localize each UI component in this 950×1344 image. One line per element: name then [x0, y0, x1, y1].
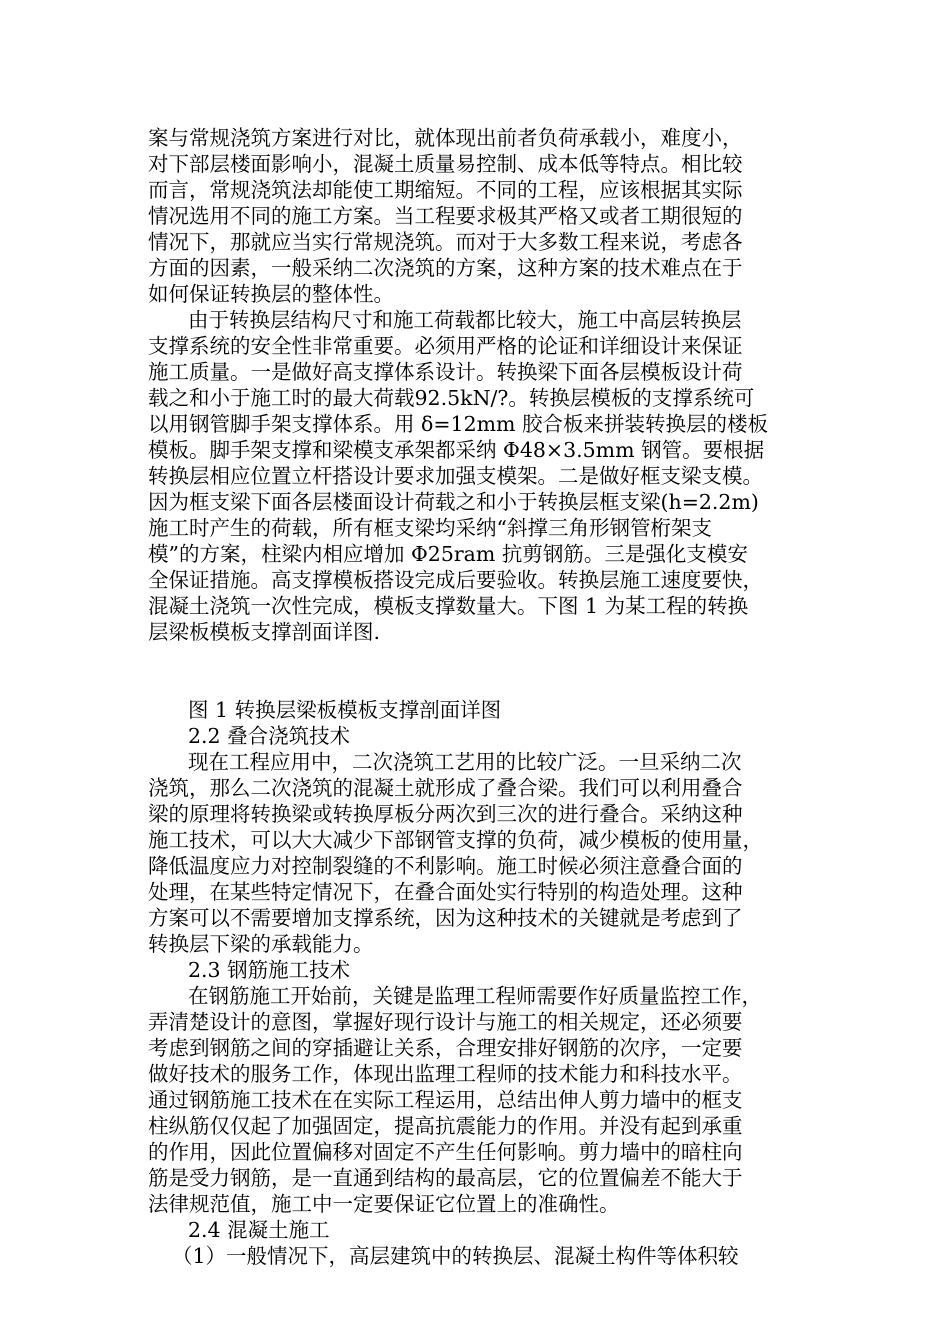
text-line: 对下部层楼面影响小，混凝土质量易控制、成本低等特点。相比较	[148, 152, 743, 176]
paragraph-first-line: 现在工程应用中，二次浇筑工艺用的比较广泛。一旦采纳二次	[188, 750, 742, 774]
paragraph-first-line: 由于转换层结构尺寸和施工荷载都比较大，施工中高层转换层	[188, 308, 742, 332]
text-line: 施工技术，可以大大减少下部钢管支撑的负荷，减少模板的使用量，	[148, 828, 763, 852]
text-line: 处理，在某些特定情况下，在叠合面处实行特别的构造处理。这种	[148, 880, 743, 904]
text-line: 层梁板模板支撑剖面详图.	[148, 620, 381, 644]
text-line: 通过钢筋施工技术在在实际工程运用，总结出伸人剪力墙中的框支	[148, 1088, 743, 1112]
text-line: 载之和小于施工时的最大荷载92.5kN/?。转换层模板的支撑系统可	[148, 386, 755, 410]
text-line: 如何保证转换层的整体性。	[148, 282, 394, 306]
text-line: 混凝土浇筑一次性完成，模板支撑数量大。下图 1 为某工程的转换	[148, 594, 749, 618]
text-line: 支撑系统的安全性非常重要。必须用严格的论证和详细设计来保证	[148, 334, 743, 358]
text-line: 情况选用不同的施工方案。当工程要求极其严格又或者工期很短的	[148, 204, 743, 228]
text-line: 弄清楚设计的意图，掌握好现行设计与施工的相关规定，还必须要	[148, 1010, 743, 1034]
text-line: 案与常规浇筑方案进行对比，就体现出前者负荷承载小，难度小，	[148, 126, 743, 150]
text-line: 降低温度应力对控制裂缝的不利影响。施工时候必须注意叠合面的	[148, 854, 743, 878]
paragraph-first-line: （1）一般情况下，高层建筑中的转换层、混凝土构件等体积较	[172, 1244, 739, 1268]
text-line: 模”的方案，柱梁内相应增加 Φ25ram 抗剪钢筋。三是强化支模安	[148, 542, 748, 566]
text-line: 柱纵筋仅仅起了加强固定，提高抗震能力的作用。并没有起到承重	[148, 1114, 743, 1138]
section-heading: 2.2 叠合浇筑技术	[188, 724, 351, 748]
text-line: 施工质量。一是做好高支撑体系设计。转换梁下面各层模板设计荷	[148, 360, 743, 384]
paragraph-first-line: 在钢筋施工开始前，关键是监理工程师需要作好质量监控工作，	[188, 984, 762, 1008]
text-line: 转换层相应位置立杆搭设计要求加强支模架。二是做好框支梁支模。	[148, 464, 763, 488]
text-line: 浇筑，那么二次浇筑的混凝土就形成了叠合梁。我们可以利用叠合	[148, 776, 743, 800]
text-line: 因为框支梁下面各层楼面设计荷载之和小于转换层框支梁(h=2.2m)	[148, 490, 759, 514]
text-line: 的作用，因此位置偏移对固定不产生任何影响。剪力墙中的暗柱向	[148, 1140, 743, 1164]
text-line: 施工时产生的荷载，所有框支梁均采纳“斜撑三角形钢管桁架支	[148, 516, 712, 540]
text-line: 方案可以不需要增加支撑系统，因为这种技术的关键就是考虑到了	[148, 906, 743, 930]
text-line: 转换层下梁的承载能力。	[148, 932, 374, 956]
text-line: 考虑到钢筋之间的穿插避让关系，合理安排好钢筋的次序，一定要	[148, 1036, 743, 1060]
text-line: 筋是受力钢筋，是一直通到结构的最高层，它的位置偏差不能大于	[148, 1166, 743, 1190]
figure-caption: 图 1 转换层梁板模板支撑剖面详图	[188, 698, 502, 722]
section-heading: 2.4 混凝土施工	[188, 1218, 330, 1242]
text-line: 全保证措施。高支撑模板搭设完成后要验收。转换层施工速度要快，	[148, 568, 763, 592]
text-line: 情况下，那就应当实行常规浇筑。而对于大多数工程来说，考虑各	[148, 230, 743, 254]
text-line: 以用钢管脚手架支撑体系。用 δ=12mm 胶合板来拼装转换层的楼板	[148, 412, 769, 436]
text-line: 梁的原理将转换梁或转换厚板分两次到三次的进行叠合。采纳这种	[148, 802, 743, 826]
section-heading: 2.3 钢筋施工技术	[188, 958, 351, 982]
text-line: 法律规范值，施工中一定要保证它位置上的准确性。	[148, 1192, 620, 1216]
text-line: 模板。脚手架支撑和梁模支承架都采纳 Φ48×3.5mm 钢管。要根据	[148, 438, 765, 462]
text-line: 做好技术的服务工作，体现出监理工程师的技术能力和科技水平。	[148, 1062, 743, 1086]
text-line: 方面的因素，一般采纳二次浇筑的方案，这种方案的技术难点在于	[148, 256, 743, 280]
text-line: 而言，常规浇筑法却能使工期缩短。不同的工程，应该根据其实际	[148, 178, 743, 202]
